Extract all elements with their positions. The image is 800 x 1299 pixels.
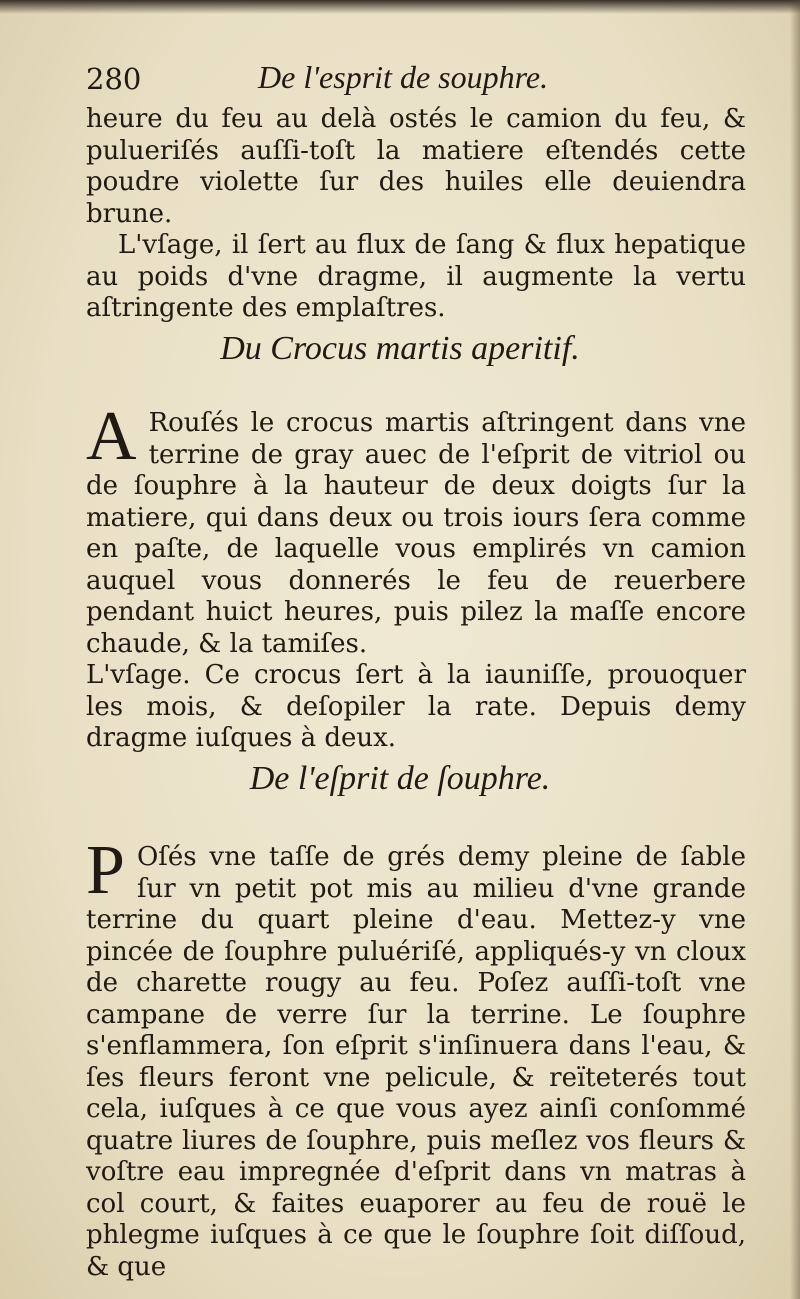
intro-text bbox=[86, 104, 746, 325]
page-edge-shadow bbox=[790, 0, 800, 1299]
running-head bbox=[258, 58, 548, 96]
page-top-shadow bbox=[0, 0, 800, 14]
souphre-paragraph: Oſés vne taſſe de grés demy pleine de ſable ſur vn petit pot mis au milieu d'vne grande terrine du quart pleine d'eau. Mettez-y vne pincée de ſouphre puluériſé, appliqués-y vn cloux de charette rougy au feu. Poſez auſſi-toſt vne campane de verre ſur la terrine. Le ſouphre s'enflammera, ſon eſprit s'inſinuera dans l'eau, & ſes fleurs feront vne pelicule, & reïteterés tout cela, iuſques à ce que vous ayez ainſi conſommé quatre liures de ſouphre, puis meſlez vos fleurs & voſtre eau impregnée d'eſprit dans vn matras à col court, & faites euaporer au feu de rouë le phlegme iuſques à ce que le ſouphre ſoit diſſoud, & que bbox=[86, 842, 746, 1282]
crocus-paragraph: Rouſés le crocus martis aſtringent dans vne terrine de gray auec de l'eſprit de vitriol ou de ſouphre à la hauteur de deux doigts ſur la matiere, qui dans deux ou trois iours ſera comme en paſte, de laquelle vous emplirés vn camion auquel vous donnerés le feu de reuerbere pendant huict heures, puis pilez la maſſe encore chaude, & la tamiſes. bbox=[86, 408, 746, 659]
page-number: 280 bbox=[86, 62, 142, 96]
section-heading-crocus: Du Crocus martis aperitif. bbox=[220, 330, 580, 367]
page-header bbox=[86, 58, 746, 102]
crocus-usage-paragraph: L'vſage. Ce crocus ſert à la iauniſſe, prouoquer les mois, & deſopiler la rate. Depuis demy dragme iuſques à deux. bbox=[86, 660, 746, 753]
running-head-text: De l'esprit de souphre. bbox=[258, 59, 549, 95]
intro-paragraph: heure du feu au delà ostés le camion du feu, & pulueriſés auſſi-toſt la matiere eſtendés cette poudre violette ſur des huiles elle deuiendra brune. bbox=[86, 104, 746, 229]
usage-paragraph: L'vſage, il ſert au flux de ſang & flux hepatique au poids d'vne dragme, il augmente la vertu aſtringente des emplaſtres. bbox=[86, 230, 746, 323]
section-heading-souphre: De l'eſprit de ſouphre. bbox=[249, 760, 551, 797]
drop-cap-p: P bbox=[86, 832, 125, 909]
section-crocus bbox=[86, 398, 746, 755]
section-souphre bbox=[86, 832, 746, 1283]
drop-cap-a: A bbox=[86, 398, 137, 475]
